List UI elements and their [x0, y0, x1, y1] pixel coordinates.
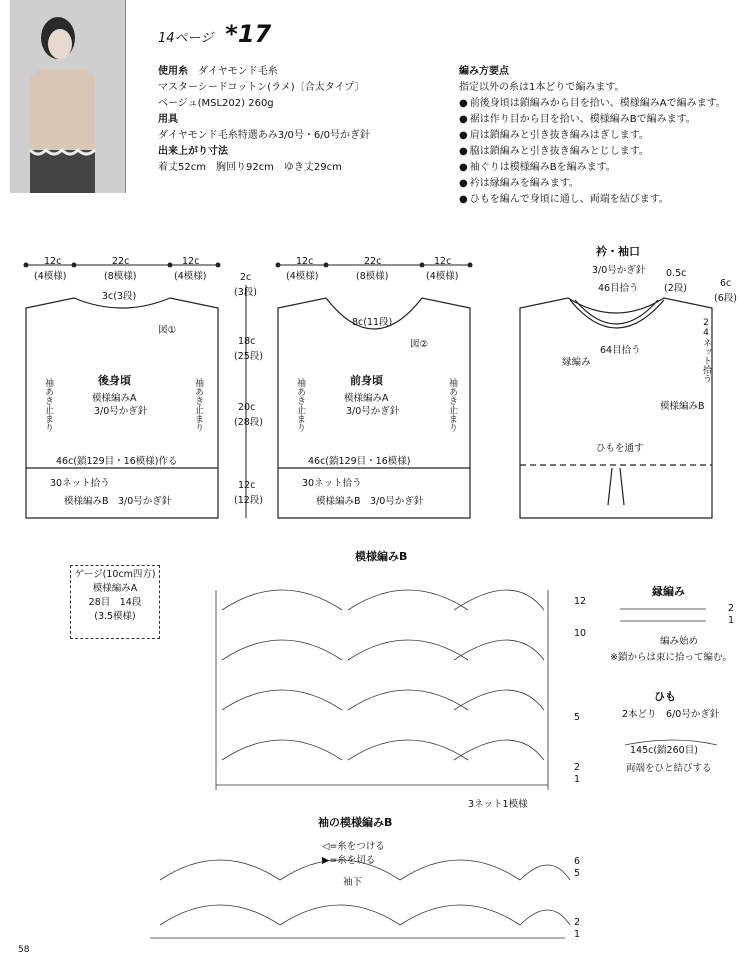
chartb-row-1: 1: [574, 774, 581, 785]
back-neck-depth: 3c(3段): [102, 291, 137, 302]
page-ref: 14ページ: [158, 31, 214, 46]
instructions-intro: 指定以外の糸は1本どりで編みます。: [459, 82, 625, 93]
instruction-item: ● 脇は鎖編みと引き抜き編みとじします。: [459, 144, 726, 160]
gauge-count: 28目 14段: [88, 597, 142, 608]
front-pattern: 模様編みA: [344, 393, 389, 404]
instruction-item: ● ひもを編んで身頃に通し、両端を結びます。: [459, 192, 726, 208]
sleeve-row-1: 1: [574, 929, 581, 940]
front-width-right: 12c: [434, 256, 452, 267]
front-width-left-rows: (4模様): [286, 271, 319, 282]
sleeve-underarm: 袖下: [343, 877, 363, 888]
cord-title: ひも: [654, 690, 676, 703]
yarn-brand: ダイヤモンド毛糸: [198, 66, 278, 77]
chartb-row-12: 12: [574, 596, 587, 607]
back-pattern: 模様編みA: [92, 393, 137, 404]
chartb-row-10: 10: [574, 628, 587, 639]
front-figure-ref: 図②: [410, 339, 429, 350]
cuff-pick: 24ネット拾う: [701, 318, 711, 383]
front-title: 前身頃: [350, 374, 383, 387]
instruction-item: ● 袖ぐりは模様編みBを編みます。: [459, 160, 726, 176]
front-width-center-rows: (8模様): [356, 271, 389, 282]
yarn-heading: 使用糸: [158, 66, 188, 77]
gauge-box: [70, 565, 160, 639]
edging-row-1: 1: [728, 615, 735, 626]
collar-width: 0.5c: [666, 268, 687, 279]
gauge-repeat: (3.5模様): [94, 611, 136, 622]
instruction-item: ● 前後身頃は鎖編みから目を拾い、模様編みAで編みます。: [459, 96, 726, 112]
collar-title: 衿・袖口: [596, 245, 640, 258]
gauge-title: ゲージ(10cm四方): [74, 569, 156, 580]
size-heading: 出来上がり寸法: [158, 146, 228, 157]
back-width-left-rows: (4模様): [34, 271, 67, 282]
size-text: 着丈52cm 胸回り92cm ゆき丈29cm: [158, 162, 342, 173]
chartb-repeat: 3ネット1模様: [468, 799, 528, 810]
cuff-rows: (6段): [714, 293, 737, 304]
cuff-pattern: 模様編みB: [660, 401, 705, 412]
collar-edge: 縁編み: [562, 357, 591, 368]
chartb-row-5: 5: [574, 712, 581, 723]
edging-row-2: 2: [728, 603, 735, 614]
tool-text: ダイヤモンド毛糸特選あみ3/0号・6/0号かぎ針: [158, 130, 370, 141]
gauge-pattern: 模様編みA: [92, 583, 138, 594]
legend-attach: ◁=糸をつける: [322, 841, 385, 852]
sleeve-chart-title: 袖の模様編みB: [318, 816, 393, 829]
legend-cut: ▶=糸を切る: [322, 855, 376, 866]
instruction-item: ● 裾は作り目から目を拾い、模様編みBで編みます。: [459, 112, 726, 128]
chartb-title: 模様編みB: [355, 550, 408, 563]
page-number: 58: [18, 945, 30, 955]
front-width-right-rows: (4模様): [426, 271, 459, 282]
tool-heading: 用具: [158, 114, 178, 125]
back-figure-ref: 図①: [158, 325, 177, 336]
back-hook: 3/0号かぎ針: [94, 406, 148, 417]
chartb-row-2: 2: [574, 762, 581, 773]
back-width-center: 22c: [112, 256, 130, 267]
dim-armhole-rows: (25段): [234, 351, 264, 362]
front-sleeve-stop-left: 袖あき止まり: [295, 378, 305, 432]
collar-hook: 3/0号かぎ針: [592, 265, 646, 276]
front-pick: 30ネット拾う: [302, 478, 362, 489]
dim-body: 20c: [238, 402, 256, 413]
edging-title: 縁編み: [652, 585, 685, 598]
back-width-right-rows: (4模様): [174, 271, 207, 282]
yarn-color: ベージュ(MSL202) 260g: [158, 98, 274, 109]
front-width-center: 22c: [364, 256, 382, 267]
front-sleeve-stop-right: 袖あき止まり: [447, 378, 457, 432]
front-chain: 46c(鎖129目・16模様): [308, 456, 411, 467]
back-width-center-rows: (8模様): [104, 271, 137, 282]
cuff-width: 6c: [720, 278, 732, 289]
dim-hem: 12c: [238, 480, 256, 491]
instruction-item: ● 衿は縁編みを編みます。: [459, 176, 726, 192]
instructions-title: 編み方要点: [459, 66, 509, 77]
back-width-left: 12c: [44, 256, 62, 267]
collar-back-pick: 46目拾う: [598, 283, 639, 294]
back-sleeve-stop-left: 袖あき止まり: [43, 378, 53, 432]
back-width-right: 12c: [182, 256, 200, 267]
cord-note: 両端をひと結びする: [626, 763, 712, 774]
sleeve-row-2: 2: [574, 917, 581, 928]
back-pick: 30ネット拾う: [50, 478, 110, 489]
edging-note: ※鎖からは束に拾って編む。: [610, 652, 732, 663]
back-title: 後身頃: [98, 374, 131, 387]
front-hem: 模様編みB 3/0号かぎ針: [316, 496, 424, 507]
cord-through: ひもを通す: [596, 443, 644, 454]
sleeve-row-5: 5: [574, 868, 581, 879]
edging-start: 編み始め: [660, 636, 699, 647]
cord-spec: 2本どり 6/0号かぎ針: [622, 709, 720, 720]
instruction-item: ● 肩は鎖編みと引き抜き編みはぎします。: [459, 128, 726, 144]
cord-length: 145c(鎖260目): [630, 745, 698, 756]
dim-armhole: 18c: [238, 336, 256, 347]
cord-ends: [608, 468, 624, 505]
front-width-left: 12c: [296, 256, 314, 267]
front-hook: 3/0号かぎ針: [346, 406, 400, 417]
dim-body-rows: (28段): [234, 417, 264, 428]
collar-rows: (2段): [664, 283, 687, 294]
yarn-name: マスターシードコットン(ラメ)〔合太タイプ〕: [158, 82, 365, 93]
back-hem: 模様編みB 3/0号かぎ針: [64, 496, 172, 507]
collar-front-pick: 64目拾う: [600, 345, 641, 356]
dim-shoulder-rows: (3段): [234, 287, 257, 298]
front-neck-depth: 8c(11段): [352, 317, 393, 328]
dim-shoulder: 2c: [240, 272, 252, 283]
back-sleeve-stop-right: 袖あき止まり: [193, 378, 203, 432]
collar-inner: [575, 300, 658, 324]
sleeve-row-6: 6: [574, 856, 581, 867]
pattern-number: *17: [225, 20, 272, 48]
dim-hem-rows: (12段): [234, 495, 264, 506]
back-chain: 46c(鎖129目・16模様)作る: [56, 456, 178, 467]
